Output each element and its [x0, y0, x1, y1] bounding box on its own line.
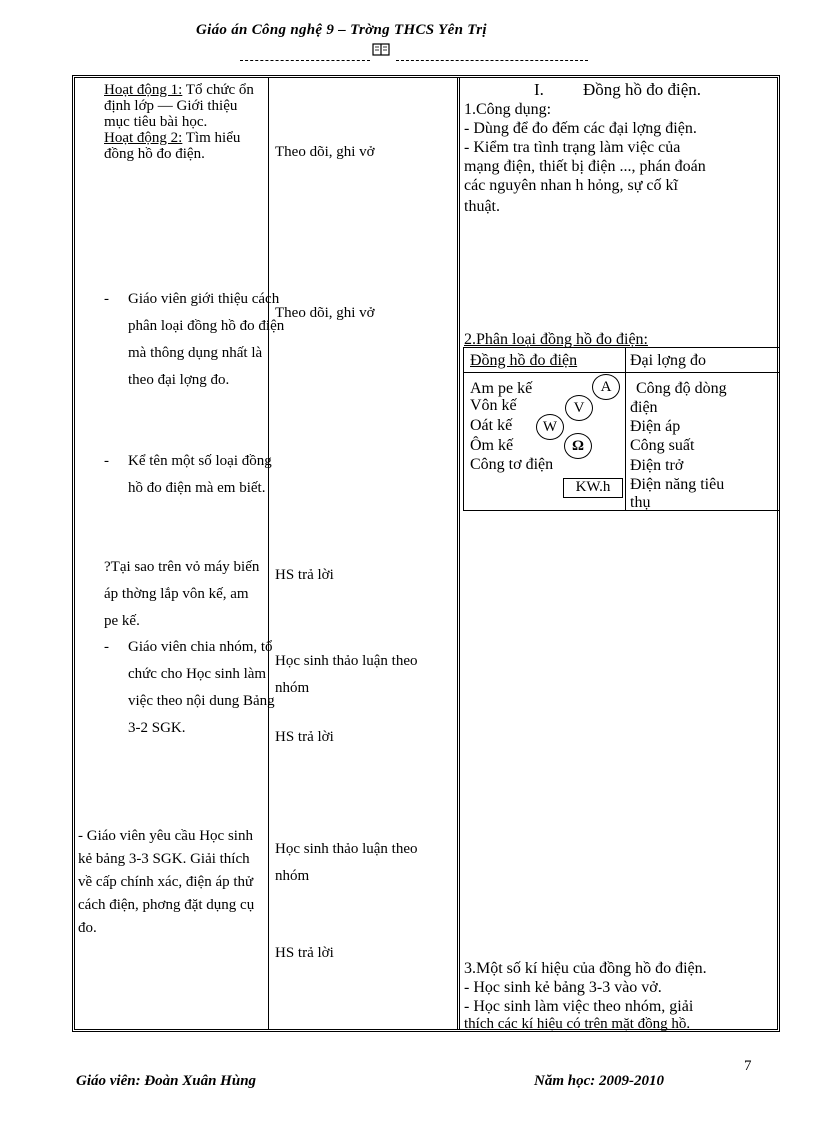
usage-line: - Dùng để đo đếm các đại lợng điện.: [464, 120, 697, 137]
quantity-name: Công suất: [630, 437, 695, 454]
activity2-text: Tìm hiểu đồng hồ đo điện.: [104, 130, 241, 162]
header-rule-right: [396, 60, 588, 61]
symbols-line: - Học sinh làm việc theo nhóm, giải: [464, 998, 694, 1015]
response-text: Theo dõi, ghi vở: [275, 144, 375, 160]
usage-line: mạng điện, thiết bị điện ..., phán đoán: [464, 158, 706, 175]
response-text: HS trả lời: [275, 729, 334, 745]
meter-name: Vôn kế: [470, 397, 517, 414]
symbols-heading: 3.Một số kí hiệu của đồng hồ đo điện.: [464, 960, 707, 977]
symbols-line: thích các kí hiệu có trên mặt đồng hồ.: [464, 1016, 691, 1032]
usage-heading: 1.Công dụng:: [464, 101, 552, 118]
quantity-name: điện: [630, 399, 658, 416]
column-divider-2: [457, 78, 460, 1029]
list-item: - Giáo viên chia nhóm, tổ chức cho Học sinh làm việc theo nội dung Bảng 3-2 SGK.: [104, 639, 275, 736]
list-item-text: Kể tên một số loại đồng hồ đo điện mà em biết.: [128, 453, 272, 496]
ohmmeter-symbol: Ω: [564, 433, 592, 459]
quantity-name: Công độ dòng: [636, 380, 727, 397]
usage-line: - Kiểm tra tình trạng làm việc của: [464, 139, 681, 156]
question-text: ?Tại sao trên vỏ máy biến áp thờng lắp vôn kế, am pe kế.: [104, 559, 260, 629]
quantity-name: Điện năng tiêu: [630, 476, 725, 493]
page-number: 7: [744, 1058, 752, 1074]
response-text: HS trả lời: [275, 567, 334, 583]
energy-meter-symbol: KW.h: [563, 478, 623, 498]
table-header-quantity: Đại lợng đo: [630, 352, 707, 369]
classification-heading: 2.Phân loại đồng hồ đo điện:: [464, 331, 648, 348]
table-header-meter: Đồng hồ đo điện: [470, 352, 578, 369]
section-title: Đồng hồ đo điện.: [583, 80, 702, 99]
wattmeter-symbol: W: [536, 414, 564, 440]
list-item-text: Giáo viên chia nhóm, tổ chức cho Học sinh làm việc theo nội dung Bảng 3-2 SGK.: [128, 639, 275, 736]
usage-line: các nguyên nhan h hỏng, sự cố kĩ: [464, 177, 678, 194]
footer-school-year: Năm học: 2009-2010: [534, 1073, 664, 1089]
header-rule-left: [240, 60, 370, 61]
voltmeter-symbol: V: [565, 395, 593, 421]
book-icon: [372, 42, 390, 56]
activity2-label: Hoạt động 2:: [104, 130, 183, 146]
activity-block: [104, 82, 254, 162]
list-item-text: Giáo viên giới thiệu cách phân loại đồng hồ đo điện mà thông dụng nhất là theo đại lợng đo.: [128, 291, 285, 388]
response-text: HS trả lời: [275, 945, 334, 961]
column-divider-1: [268, 78, 269, 1029]
response-text: Theo dõi, ghi vở: [275, 305, 375, 321]
quantity-name: Điện trở: [630, 457, 684, 474]
usage-line: thuật.: [464, 198, 500, 215]
meter-name: Oát kế: [470, 417, 513, 434]
header-title: Giáo án Công nghệ 9 – Trờng THCS Yên Trị: [196, 22, 487, 38]
footer-teacher: Giáo viên: Đoàn Xuân Hùng: [76, 1073, 257, 1089]
response-text: Học sinh thảo luận theo nhóm: [275, 653, 418, 696]
meter-name: Công tơ điện: [470, 456, 554, 473]
list-item: - Giáo viên giới thiệu cách phân loại đồng hồ đo điện mà thông dụng nhất là theo đại lợng đo.: [104, 291, 285, 388]
list-item: - Kể tên một số loại đồng hồ đo điện mà em biết.: [104, 453, 272, 496]
section-number: I.: [534, 80, 544, 99]
last-paragraph: - Giáo viên yêu cầu Học sinh kẻ bảng 3-3 SGK. Giải thích về cấp chính xác, điện áp thử cách điện, phơng đặt dụng cụ đo.: [78, 828, 255, 936]
meter-name: Ôm kế: [470, 437, 514, 454]
activity1-label: Hoạt động 1:: [104, 82, 183, 98]
response-text: Học sinh thảo luận theo nhóm: [275, 841, 418, 884]
quantity-name: thụ: [630, 494, 651, 511]
quantity-name: Điện áp: [630, 418, 681, 435]
activity1-text: Tổ chức ổn định lớp — Giới thiệu mục tiêu bài học.: [104, 82, 254, 130]
ammeter-symbol: A: [592, 374, 620, 400]
symbols-line: - Học sinh kẻ bảng 3-3 vào vở.: [464, 979, 662, 996]
meter-name: Am pe kế: [470, 380, 533, 397]
